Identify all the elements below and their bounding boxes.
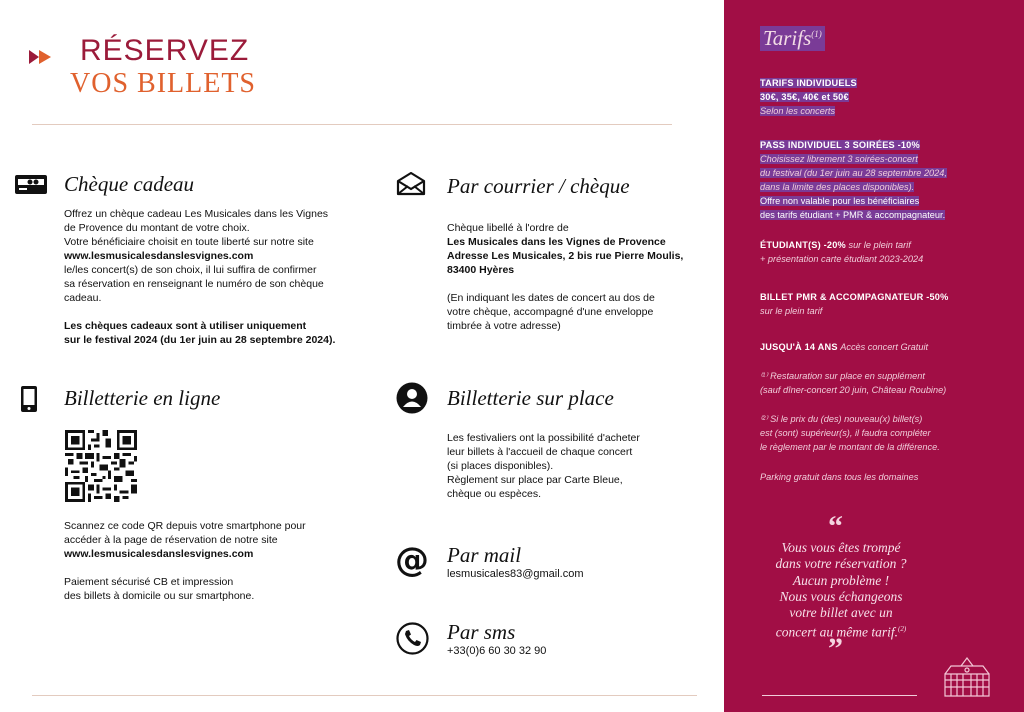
tarif-note: sur le plein tarif [848,240,911,250]
footnote-line: ⁽²⁾ Si le prix du (des) nouveau(x) billet(s) [760,414,923,424]
courrier-text [447,221,717,333]
tarif-label: BILLET PMR & ACCOMPAGNATEUR -50% [760,292,949,302]
bottom-divider [32,695,697,696]
sms-number[interactable]: +33(0)6 60 30 32 90 [447,645,547,657]
address-line: Adresse Les Musicales, 2 bis rue Pierre Moulis, [447,250,684,262]
text-line: accéder à la page de réservation de notre site [64,534,278,546]
footnote-line: le règlement par le montant de la différence. [760,442,940,452]
gift-card-icon [14,172,48,196]
cheque-cadeau-text [64,207,374,347]
tarif-pmr [760,290,1010,318]
smartphone-icon [20,385,38,413]
note-line: sur le festival 2024 (du 1er juin au 28 septembre 2024). [64,334,336,346]
footnote-1 [760,369,1010,397]
text-line: sa réservation en renseignant le numéro de son chèque [64,278,324,290]
text-line: Les festivaliers ont la possibilité d'acheter [447,432,640,444]
text-line: des billets à domicile ou sur smartphone. [64,590,255,602]
tarif-jeunes [760,340,1010,354]
tarif-label: TARIFS INDIVIDUELS [760,78,857,88]
quote-line: votre billet avec un [789,605,893,621]
page-title-line2: VOS BILLETS [70,68,256,99]
tarif-label: PASS INDIVIDUEL 3 SOIRÉES -10% [760,140,920,150]
tarifs-individuels [760,76,1010,118]
tarif-label: ÉTUDIANT(S) -20% [760,240,846,250]
text-line: (si places disponibles). [447,460,554,472]
tarif-note: dans la limite des places disponibles). [760,182,915,192]
quote-line: Aucun problème ! [792,572,890,588]
tarif-note: sur le plein tarif [760,306,823,316]
tarif-note: des tarifs étudiant + PMR & accompagnateur. [760,210,946,220]
text-line: cadeau. [64,292,102,304]
text-line: Votre bénéficiaire choisit en toute liberté sur notre site [64,236,314,248]
top-divider [32,124,672,125]
text-line: chèque ou espèces. [447,488,541,500]
pass-3-soirees [760,138,1010,222]
quote-line: concert au même tarif. [775,624,899,640]
text-line: de Provence du montant de votre choix. [64,222,250,234]
close-quote-icon: ” [828,632,843,665]
footnote-marker: (2) [898,625,907,634]
text-line: leur billets à l'accueil de chaque concert [447,446,633,458]
envelope-icon [396,172,426,196]
note-line: timbrée à votre adresse) [447,320,561,332]
tarifs-title [760,26,825,51]
sur-place-text [447,431,717,501]
tarif-note: Choisissez librement 3 soirées-concert [760,154,918,164]
tarif-note: du festival (du 1er juin au 28 septembre 2024, [760,168,947,178]
qr-code[interactable] [65,430,137,502]
open-quote-icon: “ [828,510,843,543]
website-link[interactable]: www.lesmusicalesdanslesvignes.com [64,250,254,262]
chateau-logo-icon [941,656,993,698]
text-line: Chèque libellé à l'ordre de [447,222,569,234]
quote-line: dans votre réservation ? [775,556,907,572]
user-circle-icon [396,382,428,414]
quote-line: Vous vous êtes trompé [781,540,901,555]
at-sign-icon: @ [395,540,429,580]
note-line: (En indiquant les dates de concert au dos de [447,292,655,304]
text-line: Les Musicales dans les Vignes de Provence [447,236,666,248]
sms-heading: Par sms [447,620,516,644]
note-line: Les chèques cadeaux sont à utiliser uniquement [64,320,307,332]
double-arrow-icon [29,48,55,66]
parking-text: Parking gratuit dans tous les domaines [760,472,919,482]
panel-divider [762,695,917,696]
parking-note [760,470,1010,484]
page-title-line1: RÉSERVEZ [80,34,250,67]
footnote-line: (sauf dîner-concert 20 juin, Château Roubine) [760,385,947,395]
address-line: 83400 Hyères [447,264,515,276]
tarif-prices: 30€, 35€, 40€ et 50€ [760,92,849,102]
tarifs-title-text: Tarifs [763,26,812,50]
cheque-cadeau-heading: Chèque cadeau [64,172,195,196]
text-line: Paiement sécurisé CB et impression [64,576,234,588]
tarif-note: Selon les concerts [760,106,836,116]
tarif-note: Accès concert Gratuit [840,342,929,352]
courrier-heading: Par courrier / chèque [447,174,630,198]
quote-line: Nous vous échangeons [779,588,903,604]
tarif-note: + présentation carte étudiant 2023-2024 [760,254,924,264]
footnote-2 [760,412,1010,454]
footnote-line: est (sont) supérieur(s), il faudra compléter [760,428,931,438]
website-link[interactable]: www.lesmusicalesdanslesvignes.com [64,548,254,560]
note-line: votre chèque, accompagné d'une enveloppe [447,306,654,318]
en-ligne-text [64,519,374,603]
footnote-marker: (1) [811,29,822,39]
phone-icon [396,622,429,655]
footnote-line: ⁽¹⁾ Restauration sur place en supplément [760,371,925,381]
tarif-label: JUSQU'À 14 ANS [760,342,838,352]
text-line: Scannez ce code QR depuis votre smartphone pour [64,520,306,532]
exchange-quote [754,540,928,641]
en-ligne-heading: Billetterie en ligne [64,386,221,410]
mail-address[interactable]: lesmusicales83@gmail.com [447,568,584,580]
tarif-note: Offre non valable pour les bénéficiaires [760,196,920,206]
tarif-etudiant [760,238,1010,266]
text-line: Offrez un chèque cadeau Les Musicales dans les Vignes [64,208,329,220]
text-line: Règlement sur place par Carte Bleue, [447,474,623,486]
text-line: le/les concert(s) de son choix, il lui suffira de confirmer [64,264,317,276]
sur-place-heading: Billetterie sur place [447,386,614,410]
mail-heading: Par mail [447,543,522,567]
